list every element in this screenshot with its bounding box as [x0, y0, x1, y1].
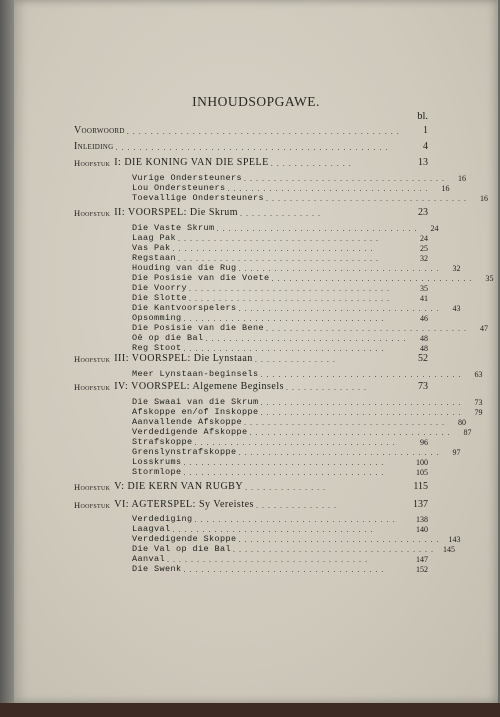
subentry-page: 138: [416, 515, 428, 524]
subentry-page: 16: [480, 194, 489, 203]
chapter-page: 115: [413, 481, 428, 492]
subentry-page: 35: [420, 284, 428, 293]
subentry-label: Vas Pak: [132, 243, 171, 253]
book-bottom-edge: [0, 703, 500, 717]
toc-subentry[interactable]: [132, 293, 428, 303]
toc-subentry[interactable]: [132, 407, 483, 417]
leader-dots: ..................................: [172, 525, 377, 534]
subentry-page: 48: [420, 344, 428, 353]
leader-dots: ..................................: [238, 535, 443, 544]
subentry-label: Toevallige Ondersteuners: [132, 193, 265, 203]
subentry-label: Regstaan: [132, 253, 177, 263]
toc-subentry[interactable]: [132, 263, 461, 273]
leader-dots: ..............: [254, 355, 339, 364]
subentry-page: 24: [430, 224, 439, 233]
toc-subentry[interactable]: [132, 323, 489, 333]
subentry-page: 25: [420, 244, 428, 253]
chapter-title: IV: VOORSPEL: Algemene Beginsels: [114, 381, 285, 392]
toc-subentry[interactable]: [132, 554, 428, 564]
subentry-page: 143: [448, 535, 461, 544]
leader-dots: ..................................: [238, 448, 443, 457]
subentry-page: 16: [441, 184, 450, 193]
leader-dots: ..................................: [172, 244, 377, 253]
leader-dots: ..................................: [194, 515, 399, 524]
subentry-label: Aanvallende Afskoppe: [132, 417, 243, 427]
subentry-label: Oë op die Bal: [132, 333, 204, 343]
leader-dots: ..............: [245, 483, 330, 492]
page-title: INHOUDSOPGAWE.: [192, 94, 320, 109]
subentry-label: Verdediging: [132, 514, 193, 524]
subentry-label: Die Kantvoorspelers: [132, 303, 237, 313]
toc-subentry[interactable]: [132, 457, 428, 467]
leader-dots: ..............................................: [126, 127, 403, 136]
subentry-label: Laagval: [132, 524, 171, 534]
subentry-label: Houding van die Rug: [132, 263, 237, 273]
leader-dots: ..................................: [183, 344, 388, 353]
subentry-label: Laag Pak: [132, 233, 177, 243]
leader-dots: ..................................: [244, 174, 449, 183]
subentry-page: 73: [474, 398, 483, 407]
subentry-label: Aanval: [132, 554, 166, 564]
chapter-page: 137: [413, 499, 428, 510]
toc-entry-voorwoord[interactable]: [74, 124, 428, 136]
subentry-page: 47: [480, 324, 489, 333]
subentry-label: Die Posisie van die Bene: [132, 323, 265, 333]
subentry-label: Verdedigende Afskoppe: [132, 427, 248, 437]
toc-entry-label: Inleiding: [74, 141, 114, 152]
subentry-label: Die Swaai van die Skrum: [132, 397, 259, 407]
toc-chapter-1[interactable]: [74, 156, 428, 168]
toc-subentry[interactable]: [132, 253, 428, 263]
subentry-page: 79: [474, 408, 483, 417]
toc-subentry[interactable]: [132, 183, 450, 193]
leader-dots: ..................................: [260, 408, 465, 417]
leader-dots: ..................................: [189, 284, 394, 293]
subentry-page: 63: [474, 370, 483, 379]
leader-dots: ..................................: [216, 224, 421, 233]
subentry-label: Losskrums: [132, 457, 182, 467]
leader-dots: ..................................: [271, 274, 476, 283]
leader-dots: ..................................: [266, 324, 471, 333]
subentry-label: Grenslynstrafskoppe: [132, 447, 237, 457]
subentry-label: Lou Ondersteuners: [132, 183, 226, 193]
toc-chapter-3[interactable]: [74, 352, 428, 364]
subentry-page: 41: [420, 294, 428, 303]
leader-dots: ..................................: [194, 438, 399, 447]
chapter-page: 23: [418, 207, 428, 218]
leader-dots: ..................................: [227, 184, 432, 193]
subentry-page: 32: [452, 264, 461, 273]
chapter-title: VI: AGTERSPEL: Sy Vereistes: [114, 499, 254, 510]
leader-dots: ..................................: [183, 314, 388, 323]
subentry-label: Die Posisie van die Voete: [132, 273, 270, 283]
leader-dots: ..................................: [178, 234, 383, 243]
subentry-label: Strafskoppe: [132, 437, 193, 447]
chapter-title: V: DIE KERN VAN RUGBY: [114, 481, 244, 492]
toc-subentry[interactable]: [132, 564, 428, 574]
chapter-prefix: Hoofstuk: [74, 354, 111, 364]
toc-entry-inleiding[interactable]: [74, 140, 428, 152]
subentry-page: 48: [420, 334, 428, 343]
toc-subentry[interactable]: [132, 369, 483, 379]
subentry-label: Die Voorry: [132, 283, 188, 293]
leader-dots: ..................................: [183, 458, 388, 467]
chapter-prefix: Hoofstuk: [74, 158, 111, 168]
subentry-page: 32: [420, 254, 428, 263]
leader-dots: ..............: [255, 501, 340, 510]
subentry-label: Opsomming: [132, 313, 182, 323]
leader-dots: ..................................: [189, 294, 394, 303]
leader-dots: ..................................: [260, 370, 465, 379]
subentry-label: Die Swenk: [132, 564, 182, 574]
leader-dots: ..............................................: [115, 143, 392, 152]
toc-subentry[interactable]: [132, 524, 428, 534]
toc-chapter-2[interactable]: [74, 206, 428, 218]
leader-dots: ..................................: [249, 428, 454, 437]
leader-dots: ..................................: [205, 334, 410, 343]
toc-subentry[interactable]: [132, 233, 428, 243]
toc-chapter-5[interactable]: [74, 480, 428, 492]
toc-subentry[interactable]: [132, 313, 428, 323]
subentry-page: 96: [420, 438, 428, 447]
toc-subentry[interactable]: [132, 467, 428, 477]
toc-chapter-6[interactable]: [74, 498, 428, 510]
toc-subentry[interactable]: [132, 303, 461, 313]
chapter-title: III: VOORSPEL: Die Lynstaan: [114, 353, 253, 364]
subentry-page: 35: [485, 274, 494, 283]
chapter-prefix: Hoofstuk: [74, 382, 111, 392]
leader-dots: ..................................: [238, 264, 443, 273]
toc-subentry[interactable]: [132, 283, 428, 293]
subentry-page: 43: [452, 304, 461, 313]
subentry-page: 105: [416, 468, 428, 477]
toc-chapter-4[interactable]: [74, 380, 428, 392]
subentry-page: 46: [420, 314, 428, 323]
leader-dots: ..................................: [266, 194, 471, 203]
leader-dots: ..................................: [238, 304, 443, 313]
subentry-label: Die Val op die Bal: [132, 544, 232, 554]
subentry-page: 16: [458, 174, 467, 183]
subentry-label: Die Vaste Skrum: [132, 223, 215, 233]
toc-subentry[interactable]: [132, 534, 461, 544]
subentry-page: 100: [416, 458, 428, 467]
toc-subentry[interactable]: [132, 447, 461, 457]
chapter-page: 52: [418, 353, 428, 364]
chapter-prefix: Hoofstuk: [74, 208, 111, 218]
leader-dots: ..................................: [183, 468, 388, 477]
chapter-title: II: VOORSPEL: Die Skrum: [114, 207, 239, 218]
subentry-page: 145: [443, 545, 456, 554]
leader-dots: ..................................: [244, 418, 449, 427]
subentry-page: 140: [416, 525, 428, 534]
leader-dots: ..............: [240, 209, 325, 218]
leader-dots: ..................................: [260, 398, 465, 407]
subentry-page: 24: [420, 234, 428, 243]
page-column-label: bl.: [417, 111, 428, 122]
chapter-prefix: Hoofstuk: [74, 482, 111, 492]
subentry-label: Stormlope: [132, 467, 182, 477]
toc-subentry[interactable]: [132, 417, 467, 427]
leader-dots: ..............: [270, 159, 355, 168]
subentry-page: 97: [452, 448, 461, 457]
toc-entry-label: Voorwoord: [74, 125, 125, 136]
toc-subentry[interactable]: [132, 437, 428, 447]
leader-dots: ..............: [286, 383, 371, 392]
subentry-label: Reg Stoot: [132, 343, 182, 353]
chapter-title: I: DIE KONING VAN DIE SPELE: [114, 157, 269, 168]
subentry-page: 152: [416, 565, 428, 574]
subentry-label: Afskoppe en/of Inskoppe: [132, 407, 259, 417]
toc-entry-page: 1: [423, 125, 428, 136]
subentry-label: Vurige Ondersteuners: [132, 173, 243, 183]
leader-dots: ..................................: [183, 565, 388, 574]
toc-subentry[interactable]: [132, 397, 483, 407]
subentry-page: 87: [463, 428, 472, 437]
leader-dots: ..................................: [178, 254, 383, 263]
subentry-label: Die Slotte: [132, 293, 188, 303]
chapter-page: 13: [418, 157, 428, 168]
chapter-page: 73: [418, 381, 428, 392]
toc-entry-page: 4: [423, 141, 428, 152]
toc-subentry[interactable]: [132, 243, 428, 253]
toc-subentry[interactable]: [132, 193, 489, 203]
book-spine-edge: [0, 0, 14, 703]
toc-subentry[interactable]: [132, 427, 472, 437]
toc-subentry[interactable]: [132, 514, 428, 524]
subentry-page: 147: [416, 555, 428, 564]
toc-subentry[interactable]: [132, 223, 439, 233]
toc-subentry[interactable]: [132, 333, 428, 343]
subentry-page: 80: [458, 418, 467, 427]
book-page: [14, 0, 498, 703]
toc-subentry[interactable]: [132, 273, 494, 283]
chapter-prefix: Hoofstuk: [74, 500, 111, 510]
leader-dots: ..................................: [233, 545, 438, 554]
leader-dots: ..................................: [167, 555, 372, 564]
toc-subentry[interactable]: [132, 173, 467, 183]
subentry-label: Meer Lynstaan-beginsels: [132, 369, 259, 379]
toc-subentry[interactable]: [132, 544, 456, 554]
subentry-label: Verdedigende Skoppe: [132, 534, 237, 544]
